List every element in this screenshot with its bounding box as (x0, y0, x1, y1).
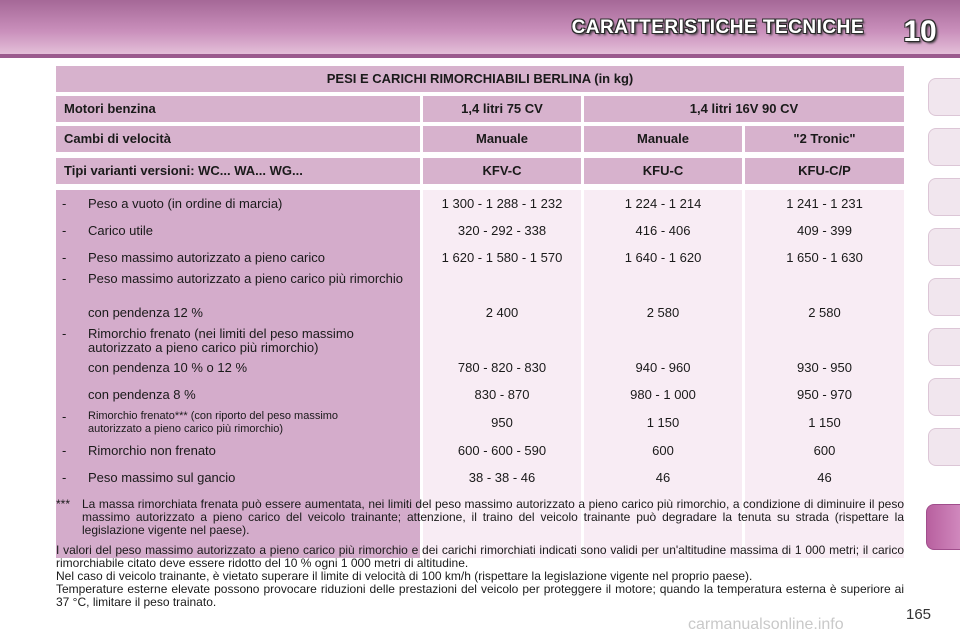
chapter-number-badge: 10 (903, 15, 937, 48)
chapter-tab[interactable] (928, 78, 960, 116)
footnote-text: La massa rimorchiata frenata può essere aumentata, nei limiti del peso massimo autorizzato a pieno carico più rimorchio, a condizione di diminuire il peso massimo autorizzato a pieno carico del veicolo trainante; attenzione, il traino del veicolo trainante può degradare la tenuta su strada (rispettare la legislazione vigente nel paese). (82, 497, 904, 537)
gearbox-value: "2 Tronic" (745, 126, 904, 152)
header-divider (0, 54, 960, 58)
row-value: 780 - 820 - 830 (457, 360, 547, 375)
row-value: 1 150 (646, 415, 680, 430)
row-label: Peso a vuoto (in ordine di marcia) (88, 196, 283, 211)
chapter-tabs (928, 64, 960, 584)
row-dash: - (62, 470, 67, 485)
row-value: 1 650 - 1 630 (786, 250, 863, 265)
row-dash: - (62, 196, 67, 211)
row-label: con pendenza 8 % (88, 387, 196, 402)
row-value: 930 - 950 (797, 360, 852, 375)
row-value: 950 (491, 415, 513, 430)
variant-code: KFU-C/P (745, 158, 904, 184)
note-speed-limit: Nel caso di veicolo trainante, è vietato superare il limite di velocità di 100 km/h (rispettare la legislazione vigente nel proprio paese). (56, 569, 753, 583)
engines-row (56, 96, 904, 122)
row-value: 38 - 38 - 46 (468, 470, 536, 485)
chapter-tab[interactable] (928, 278, 960, 316)
row-value: 600 - 600 - 590 (457, 443, 547, 458)
row-dash: - (62, 223, 67, 238)
chapter-tab[interactable] (928, 428, 960, 466)
engine-90cv: 1,4 litri 16V 90 CV (584, 96, 904, 122)
variants-row (56, 158, 904, 184)
footnote-marker: *** (56, 497, 71, 511)
chapter-tab[interactable] (928, 128, 960, 166)
row-label: Rimorchio frenato (nei limiti del peso massimo autorizzato a pieno carico più rimorchio) (88, 326, 354, 355)
variants-label: Tipi varianti versioni: WC... WA... WG... (56, 158, 420, 184)
row-value: 1 300 - 1 288 - 1 232 (441, 196, 563, 211)
row-label: Carico utile (88, 223, 154, 238)
row-value: 1 640 - 1 620 (624, 250, 702, 265)
row-dash: - (62, 250, 67, 265)
row-label: Rimorchio frenato*** (con riporto del peso massimo autorizzato a pieno carico più rimorchio) (88, 410, 339, 435)
row-value: 2 400 (485, 305, 519, 320)
row-value: 416 - 406 (635, 223, 691, 238)
row-value: 830 - 870 (474, 387, 530, 402)
chapter-tab-active[interactable] (926, 504, 960, 550)
row-value: 2 580 (808, 305, 841, 320)
engines-label: Motori benzina (56, 96, 420, 122)
row-dash: - (62, 409, 67, 424)
row-value: 2 580 (646, 305, 680, 320)
chapter-title: CARATTERISTICHE TECNICHE (571, 17, 864, 38)
row-value: 600 (652, 443, 674, 458)
row-value: 940 - 960 (635, 360, 691, 375)
table-title: PESI E CARICHI RIMORCHIABILI BERLINA (in kg) (56, 66, 904, 92)
row-value: 980 - 1 000 (630, 387, 696, 402)
row-value: 1 224 - 1 214 (624, 196, 702, 211)
row-label: Peso massimo autorizzato a pieno carico più rimorchio (88, 271, 404, 286)
row-value: 1 241 - 1 231 (786, 196, 863, 211)
page-number: 165 (906, 606, 932, 623)
row-value: 1 150 (808, 415, 841, 430)
row-value: 46 (655, 470, 671, 485)
chapter-tab[interactable] (928, 228, 960, 266)
row-value: 600 (813, 443, 836, 458)
variant-code: KFU-C (584, 158, 742, 184)
row-dash: - (62, 443, 67, 458)
gearbox-value: Manuale (584, 126, 742, 152)
row-label: con pendenza 12 % (88, 305, 203, 320)
note-temperature: Temperature esterne elevate possono provocare riduzioni delle prestazioni del veicolo per proteggere il motore; quando la temperatura esterna è superiore ai 37 °C, limitare il peso trainato. (56, 582, 904, 609)
row-label: con pendenza 10 % o 12 % (88, 360, 248, 375)
row-dash: - (62, 271, 67, 286)
row-dash: - (62, 326, 67, 341)
row-value: 409 - 399 (797, 223, 852, 238)
chapter-tab[interactable] (928, 378, 960, 416)
chapter-tab[interactable] (928, 178, 960, 216)
row-label: Rimorchio non frenato (88, 443, 216, 458)
gearbox-row (56, 126, 904, 152)
row-value: 320 - 292 - 338 (457, 223, 547, 238)
gearbox-value: Manuale (423, 126, 581, 152)
row-value: 950 - 970 (797, 387, 852, 402)
engine-75cv: 1,4 litri 75 CV (423, 96, 581, 122)
gearbox-label: Cambi di velocità (56, 126, 420, 152)
watermark: carmanualsonline.info (688, 616, 844, 633)
row-label: Peso massimo sul gancio (88, 470, 236, 485)
chapter-tab[interactable] (928, 328, 960, 366)
row-value: 1 620 - 1 580 - 1 570 (441, 250, 563, 265)
row-label: Peso massimo autorizzato a pieno carico (88, 250, 326, 265)
note-altitude: I valori del peso massimo autorizzato a pieno carico più rimorchio e dei carichi rimorchiati indicati sono validi per un'altitudine massima di 1 000 metri; il carico rimorchiabile citato deve essere ridotto del 10 % ogni 1 000 metri di altitudine. (56, 543, 904, 570)
variant-code: KFV-C (423, 158, 581, 184)
row-value: 46 (817, 470, 832, 485)
